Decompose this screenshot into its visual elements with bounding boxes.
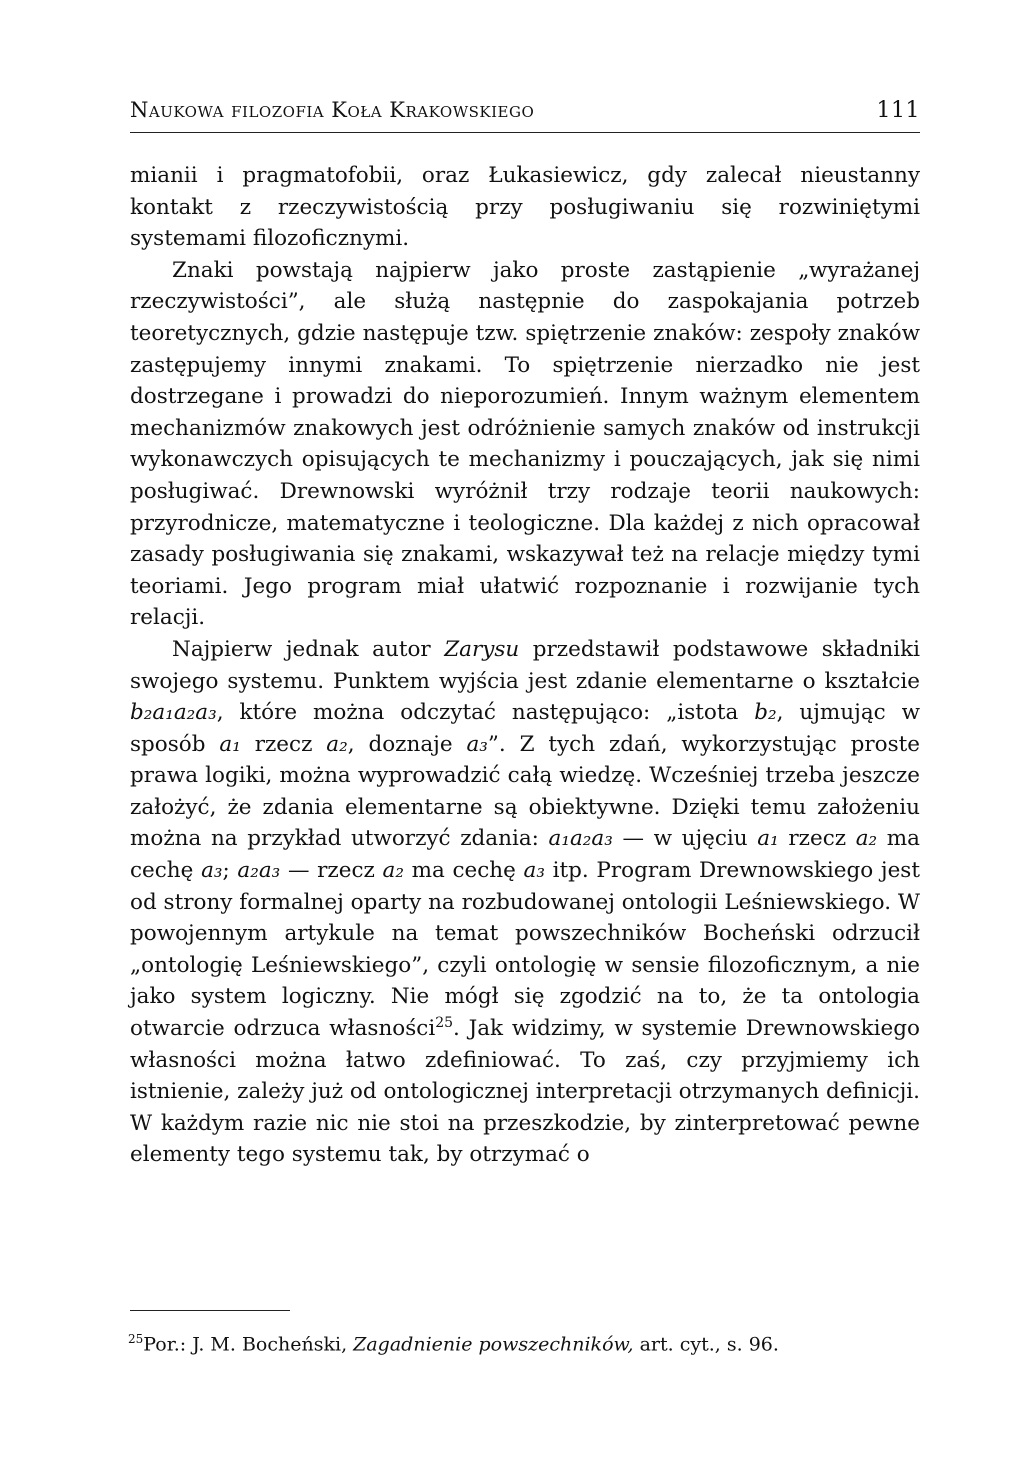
footnote-reference[interactable]: 25 <box>435 1014 454 1031</box>
footnote-number: 25 <box>128 1332 144 1346</box>
footnote-25: $^{25}$Por.: J. M. Bocheński, Zagadnienie powszechników, art. cyt., s. 96. <box>128 1332 779 1356</box>
paragraph-1: mianii i pragmatofobii, oraz Łukasiewicz, gdy zalecał nieustanny kontakt z rzeczywistością przy posługiwaniu się rozwiniętymi systemami filozoficznymi. <box>130 163 920 252</box>
variable: a₂ <box>326 731 348 757</box>
formula: a₁a₂a₃ <box>548 826 613 852</box>
formula: a₂a₃ <box>237 858 281 884</box>
running-title: Naukowa filozofia Koła Krakowskiego <box>130 98 535 122</box>
variable: a₃ <box>523 858 545 884</box>
variable: b₂ <box>754 700 777 726</box>
paragraph-2: Znaki powstają najpierw jako proste zastąpienie „wyrażanej rzeczywistości”, ale służą następnie do zaspokajania potrzeb teoretycznych, gdzie następuje tzw. spiętrzenie znaków: zespoły znaków zastępujemy innymi znakami. To spiętrzenie nierzadko nie jest dostrzegane i prowadzi do nieporozumień. Innym ważnym elementem mechanizmów znakowych jest odróżnienie samych znaków od instrukcji wykonawczych opisujących te mechanizmy i pouczających, jak się nimi posługiwać. Drewnowski wyróżnił trzy rodzaje teorii naukowych: przyrodnicze, matematyczne i teologiczne. Dla każdej z nich opracował zasady posługiwania się znakami, wskazywał też na relacje między tymi teoriami. Jego program miał ułatwić rozpoznanie i rozwijanie tych relacji. <box>130 257 920 631</box>
work-title-zarysu: Zarysu <box>444 636 520 662</box>
formula: b₂a₁a₂a₃ <box>130 700 217 726</box>
footnote-rule <box>130 1310 290 1311</box>
variable: a₃ <box>201 858 223 884</box>
body-text <box>130 160 920 1171</box>
variable: a₃ <box>466 731 488 757</box>
variable: a₁ <box>219 731 241 757</box>
variable: a₂ <box>855 826 878 852</box>
paragraph-3: Najpierw jednak autor Zarysu przedstawił podstawowe składniki swojego systemu. Punktem wyjścia jest zdanie elementarne o kształcie b₂a₁a₂a₃, które można odczytać następująco: „istota b₂, ujmując w sposób a₁ rzecz a₂, doznaje a₃”. Z tych zdań, wykorzystując proste prawa logiki, można wyprowadzić całą wiedzę. Wcześniej trzeba jeszcze założyć, że zdania elementarne są obiektywne. Dzięki temu założeniu można na przykład utworzyć zdania: a₁a₂a₃ — w ujęciu a₁ rzecz a₂ ma cechę a₃; a₂a₃ — rzecz a₂ ma cechę a₃ itp. Program Drewnowskiego jest od strony formalnej oparty na rozbudowanej ontologii Leśniewskiego. W powojennym artykule na temat powszechników Bocheński odrzucił „ontologię Leśniewskiego”, czyli ontologię w sensie filozoficznym, a nie jako system logiczny. Nie mógł się zgodzić na to, że ta ontologia otwarcie odrzuca własności$^{25}$. Jak widzimy, w systemie Drewnowskiego własności można łatwo zdefiniować. To zaś, czy przyjmiemy ich istnienie, zależy już od ontologicznej interpretacji otrzymanych definicji. W każdym razie nic nie stoi na przeszkodzie, by zinterpretować pewne elementy tego systemu tak, by otrzymać o <box>130 636 921 1168</box>
variable: a₁ <box>757 826 779 852</box>
footnote-work-title: Zagadnienie powszechników, <box>353 1333 634 1356</box>
running-head <box>130 98 920 133</box>
variable: a₂ <box>382 858 404 884</box>
page-number: 111 <box>876 98 920 123</box>
